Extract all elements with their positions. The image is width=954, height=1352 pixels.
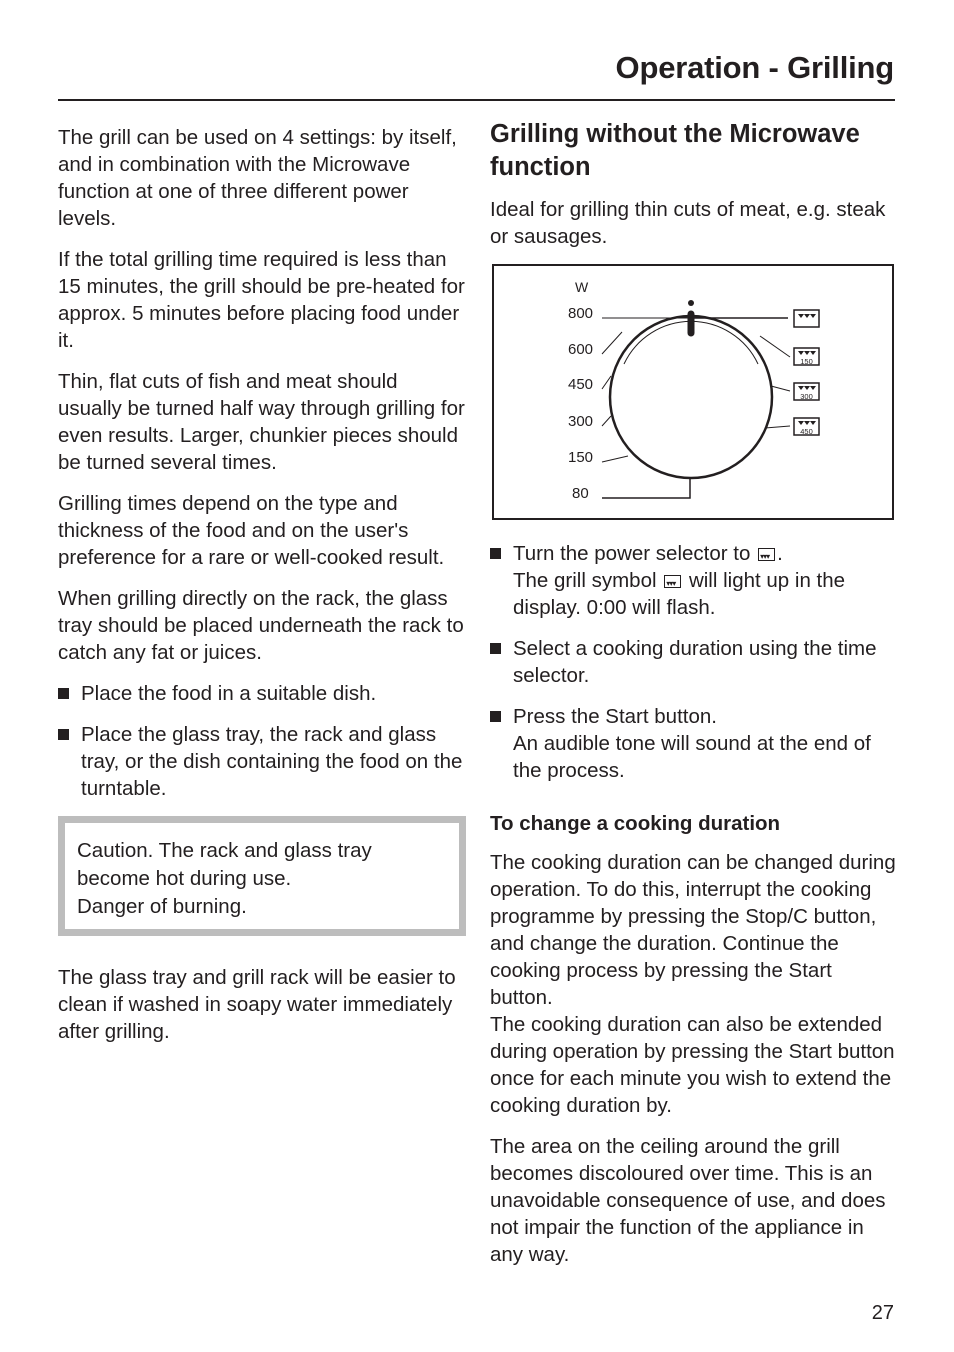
grill-icon [794, 310, 819, 327]
left-column [58, 124, 466, 1059]
caution-box: Caution. The rack and glass tray become hot during use. Danger of burning. [58, 816, 466, 936]
page-number: 27 [871, 1302, 894, 1324]
paragraph: Grilling times depend on the type and thickness of the food and on the user's preference for a rare or well-cooked result. [58, 492, 445, 569]
combination-level-label: 300 [800, 392, 813, 401]
combination-level-label: 450 [800, 427, 813, 436]
grill-combination-icon [794, 383, 819, 401]
grill-icon [758, 548, 775, 561]
paragraph: The grill can be used on 4 settings: by itself, and in combination with the Microwave function at one of three different power levels. [58, 126, 457, 230]
unit-label: W [575, 279, 589, 295]
paragraph: Thin, flat cuts of fish and meat should usually be turned half way through grilling for even results. Larger, chunkier pieces should be turned several times. [58, 370, 465, 474]
title-rule [58, 99, 895, 101]
grill-combination-icon [794, 418, 819, 436]
section-heading: Grilling without the Microwave function [490, 120, 860, 181]
paragraph: The glass tray and grill rack will be easier to clean if washed in soapy water immediately after grilling. [58, 966, 456, 1043]
intro-paragraph: Ideal for grilling thin cuts of meat, e.g. steak or sausages. [490, 198, 886, 248]
step-item: Press the Start button. An audible tone will sound at the end of the process. [490, 703, 898, 784]
dial-marker [688, 300, 694, 306]
list-item: Place the food in a suitable dish. [58, 680, 466, 707]
dial-circle [610, 316, 772, 478]
power-level-label: 800 [568, 305, 594, 322]
steps-list [490, 540, 898, 784]
step-item: Select a cooking duration using the time selector. [490, 635, 898, 689]
page-title: Operation - Grilling [615, 50, 894, 85]
paragraph: If the total grilling time required is less than 15 minutes, the grill should be pre-heated for approx. 5 minutes before placing food under it. [58, 248, 465, 352]
step-item [490, 540, 898, 621]
power-level-label: 80 [572, 485, 589, 502]
power-level-label: 450 [568, 376, 594, 393]
paragraph: When grilling directly on the rack, the glass tray should be placed underneath the rack to catch any fat or juices. [58, 587, 464, 664]
power-level-label: 150 [568, 449, 594, 466]
power-level-label: 600 [568, 341, 594, 358]
dial-illustration [494, 266, 892, 518]
step-text: . The grill symbol [513, 542, 783, 592]
step-text: Turn the power selector to [513, 542, 757, 565]
paragraph: The cooking duration can be changed during operation. To do this, interrupt the cooking programme by pressing the Stop/C button, and change the duration. Continue the cooking process by pressing the Start button. The cooking duration can also be extended during operation by pressing the Start button once for each minute you wish to extend the cooking duration by. [490, 851, 896, 1117]
paragraph: The area on the ceiling around the grill becomes discoloured over time. This is an unavoidable consequence of use, and does not impair the function of the appliance in any way. [490, 1135, 886, 1266]
subheading: To change a cooking duration [490, 812, 781, 835]
grill-icon [664, 575, 681, 588]
right-column [490, 118, 898, 1282]
grill-combination-icon [794, 348, 819, 366]
step-text: will light up in the display. 0:00 will flash. [513, 569, 846, 619]
combination-level-label: 150 [800, 357, 813, 366]
power-selector-diagram [492, 264, 894, 520]
power-level-label: 300 [568, 413, 594, 430]
list-item: Place the glass tray, the rack and glass tray, or the dish containing the food on the turntable. [58, 721, 466, 802]
bullet-list [58, 680, 466, 802]
